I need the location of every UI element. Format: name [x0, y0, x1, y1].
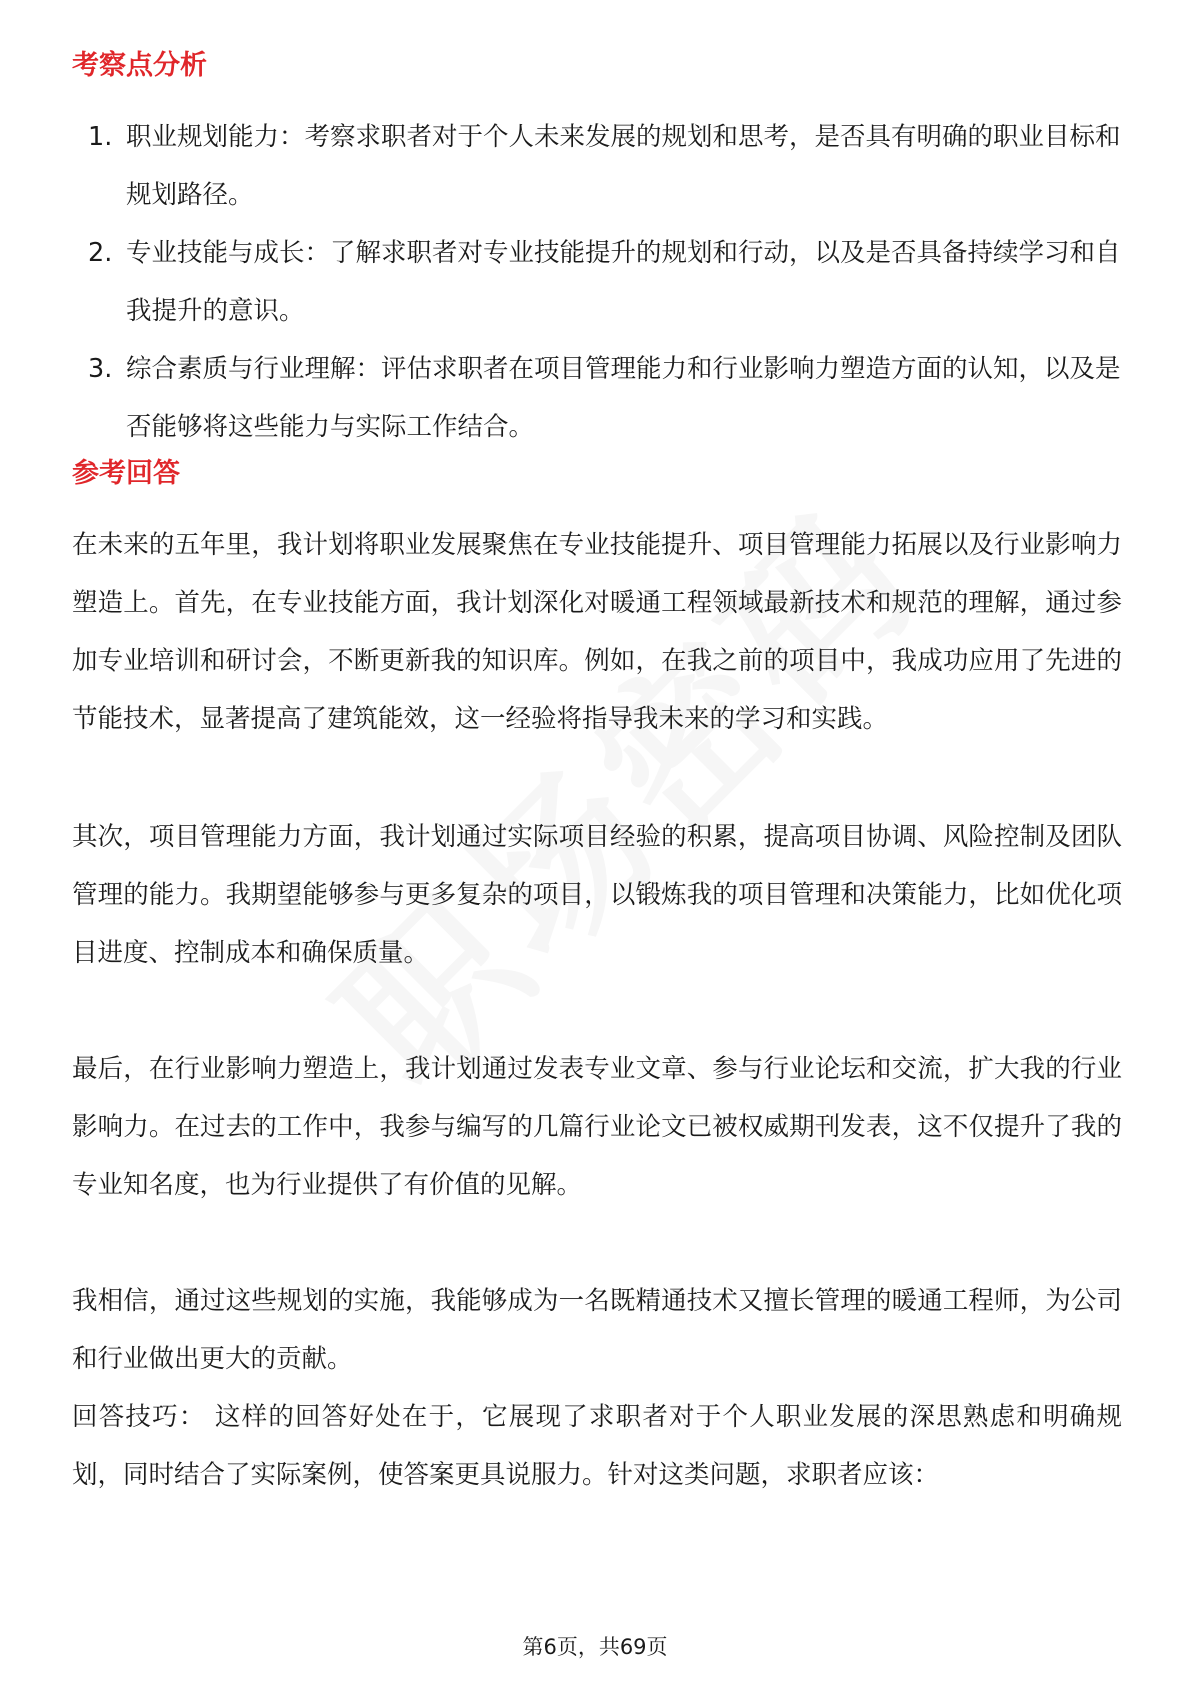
section-title-analysis: 考察点分析 — [72, 50, 207, 81]
list-item-number: 1. — [88, 122, 113, 152]
analysis-list — [72, 108, 1122, 456]
list-item-text: 职业规划能力：考察求职者对于个人未来发展的规划和思考，是否具有明确的职业目标和规划路径。 — [126, 122, 1121, 210]
list-item — [72, 108, 1122, 224]
answer-paragraph: 我相信，通过这些规划的实施，我能够成为一名既精通技术又擅长管理的暖通工程师，为公司和行业做出更大的贡献。 — [72, 1286, 1122, 1374]
list-item-number: 3. — [88, 354, 113, 384]
page-number: 第6页，共69页 — [522, 1635, 668, 1659]
answer-paragraph: 最后，在行业影响力塑造上，我计划通过发表专业文章、参与行业论坛和交流，扩大我的行业影响力。在过去的工作中，我参与编写的几篇行业论文已被权威期刊发表，这不仅提升了我的专业知名度，也为行业提供了有价值的见解。 — [72, 1054, 1122, 1200]
answer-tips-paragraph: 回答技巧： 这样的回答好处在于，它展现了求职者对于个人职业发展的深思熟虑和明确规划，同时结合了实际案例，使答案更具说服力。针对这类问题，求职者应该： — [72, 1402, 1122, 1490]
list-item-text: 综合素质与行业理解：评估求职者在项目管理能力和行业影响力塑造方面的认知，以及是否能够将这些能力与实际工作结合。 — [126, 354, 1121, 442]
section-title-reference-answer: 参考回答 — [72, 458, 180, 489]
list-item-number: 2. — [88, 238, 113, 268]
answer-paragraph: 在未来的五年里，我计划将职业发展聚焦在专业技能提升、项目管理能力拓展以及行业影响力塑造上。首先，在专业技能方面，我计划深化对暖通工程领域最新技术和规范的理解，通过参加专业培训和研讨会，不断更新我的知识库。例如，在我之前的项目中，我成功应用了先进的节能技术，显著提高了建筑能效，这一经验将指导我未来的学习和实践。 — [72, 530, 1122, 734]
list-item — [72, 224, 1122, 340]
list-item — [72, 340, 1122, 456]
list-item-text: 专业技能与成长：了解求职者对专业技能提升的规划和行动，以及是否具备持续学习和自我提升的意识。 — [126, 238, 1121, 326]
answer-paragraph: 其次，项目管理能力方面，我计划通过实际项目经验的积累，提高项目协调、风险控制及团队管理的能力。我期望能够参与更多复杂的项目，以锻炼我的项目管理和决策能力，比如优化项目进度、控制成本和确保质量。 — [72, 822, 1122, 968]
